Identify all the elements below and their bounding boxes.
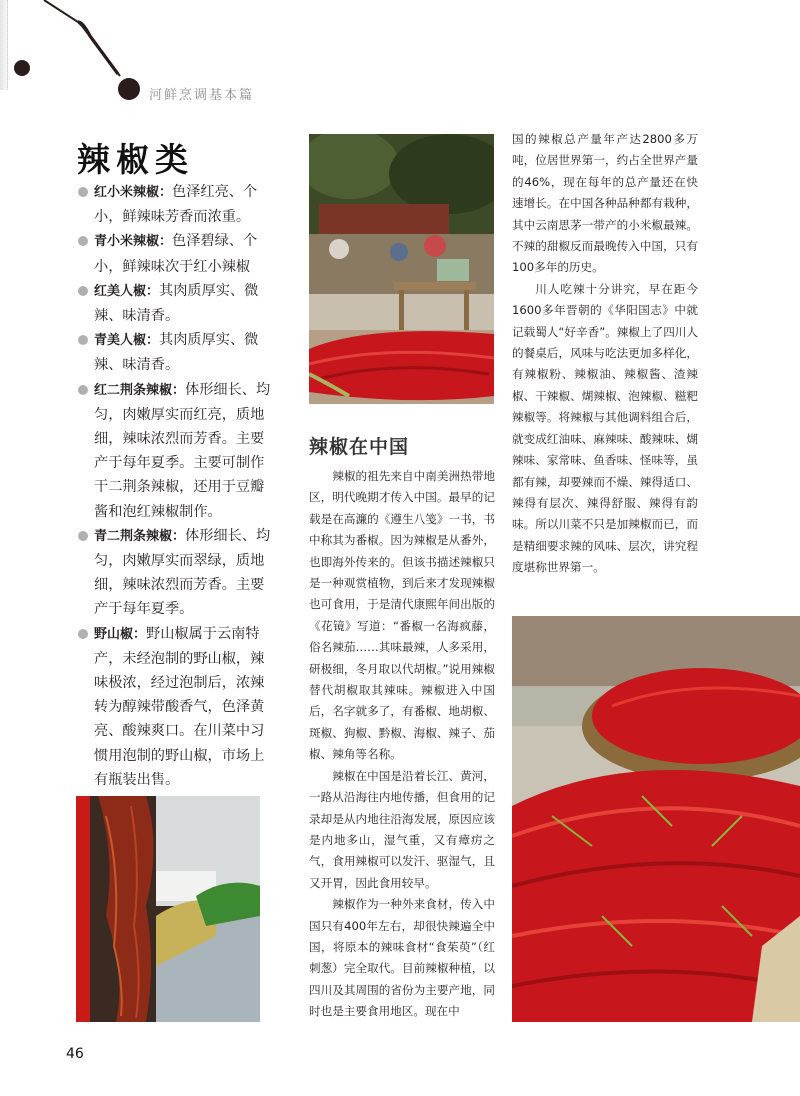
variety-description: 其肉质厚实、微辣、味清香。: [94, 282, 259, 325]
bullet-icon: [78, 531, 88, 541]
paragraph: 辣椒的祖先来自中南美洲热带地区，明代晚期才传入中国。最早的记载是在高濂的《遵生八笺》一书，书中称其为番椒。因为辣椒是从番外，也即海外传来的。但该书描述辣椒只是一种观赏植物，到后来才发现辣椒也可食用，于是清代康熙年间出版的《花镜》写道：“番椒一名海疯藤，俗名辣茄……其味最辣，人多采用，研极细，冬月取以代胡椒。”说用辣椒替代胡椒取其辣味。辣椒进入中国后，名字就多了，有番椒、地胡椒、斑椒、狗椒、黔椒、海椒、辣子、茄椒、辣角等名称。: [309, 469, 495, 762]
paragraph: 辣椒作为一种外来食材，传入中国只有400年左右，却很快辣遍全中国，将原本的辣味食材“食茱萸”（红刺葱）完全取代。目前辣椒种植，以四川及其周围的省份为主要产地，同时也是主要食用地区。现在中: [309, 897, 495, 1019]
hanging-dried-chilies-photo: [76, 796, 260, 1022]
variety-name: 野山椒：: [94, 626, 147, 642]
variety-description: 野山椒属于云南特产，未经泡制的野山椒，辣味极浓，经过泡制后，浓辣转为醇辣带酸香气，色泽黄亮、酸辣爽口。在川菜中习惯用泡制的野山椒，市场上有瓶装出售。: [94, 625, 265, 788]
variety-name: 红美人椒：: [94, 283, 160, 299]
variety-description: 体形细长、均匀，肉嫩厚实而翠绿，质地细，辣味浓烈而芳香。主要产于每年夏季。: [94, 527, 271, 618]
chili-variety-item: [78, 622, 273, 792]
variety-description: 色泽碧绿、个小，鲜辣味次于红小辣椒: [94, 233, 258, 275]
running-head: 河鲜烹调基本篇: [149, 88, 255, 103]
chili-variety-item: [78, 229, 273, 278]
chili-baskets-photo: [512, 616, 800, 1022]
chili-variety-item: [78, 378, 273, 524]
variety-description: 体形细长、均匀，肉嫩厚实而红亮，质地细，辣味浓烈而芳香。主要产于每年夏季。主要可制作干二荆条辣椒，还用于豆瓣酱和泡红辣椒制作。: [94, 381, 271, 520]
bullet-icon: [78, 385, 88, 395]
variety-name: 青美人椒：: [94, 333, 160, 349]
bullet-icon: [78, 187, 88, 197]
bullet-icon: [78, 236, 88, 246]
bullet-icon: [78, 335, 88, 345]
paragraph-continued: 国的辣椒总产量年产达2800多万吨，位居世界第一，约占全世界产量的46%，现在每年的总产量还在快速增长。在中国各种品种都有栽种，其中云南思茅一带产的小米椒最辣。不辣的甜椒反而最晚传入中国，只有100多年的历史。: [512, 132, 698, 275]
chili-variety-item: [78, 279, 273, 328]
subhead-chili-in-china: 辣椒在中国: [309, 436, 410, 458]
section-title: 辣椒类: [77, 140, 194, 179]
chili-variety-item: [78, 524, 273, 622]
variety-name: 红二荆条辣椒：: [94, 382, 186, 398]
ink-brush-stroke-icon: [0, 0, 150, 110]
variety-name: 红小米辣椒：: [94, 185, 173, 200]
right-column-text: [512, 129, 698, 579]
paragraph: 川人吃辣十分讲究，早在距今1600多年晋朝的《华阳国志》中就记载蜀人“好辛香”。辣椒上了四川人的餐桌后，风味与吃法更加多样化，有辣椒粉、辣椒油、辣椒酱、渣辣椒、干辣椒、煳辣椒、泡辣椒、糍粑辣椒等。将辣椒与其他调料组合后，就变成红油味、麻辣味、酸辣味、煳辣味、家常味、鱼香味、怪味等，虽都有辣，却要辣而不燥、辣得适口、辣得有层次、辣得舒服、辣得有韵味。所以川菜不只是加辣椒而已，而是精细要求辣的风味、层次，讲究程度堪称世界第一。: [512, 281, 698, 575]
page-number: 46: [66, 1046, 84, 1062]
paragraph: 辣椒在中国是沿着长江、黄河，一路从沿海往内地传播，但食用的记录却是从内地往沿海发展，原因应该是内地多山，湿气重，又有瘴疠之气，食用辣椒可以发汗、驱湿气，且又开胃，因此食用较早。: [309, 768, 495, 890]
middle-column-text: [309, 466, 495, 1023]
variety-name: 青二荆条辣椒：: [94, 528, 186, 544]
chili-variety-list: [78, 180, 273, 792]
chili-variety-item: [78, 328, 273, 377]
variety-name: 青小米辣椒：: [94, 234, 173, 250]
variety-description: 其肉质厚实、微辣、味清香。: [94, 332, 259, 374]
chili-market-photo: [309, 134, 494, 404]
bullet-icon: [78, 286, 88, 296]
chili-variety-item: [78, 180, 273, 229]
bullet-icon: [78, 629, 88, 639]
variety-description: 色泽红亮、个小，鲜辣味芳香而浓重。: [94, 184, 258, 226]
